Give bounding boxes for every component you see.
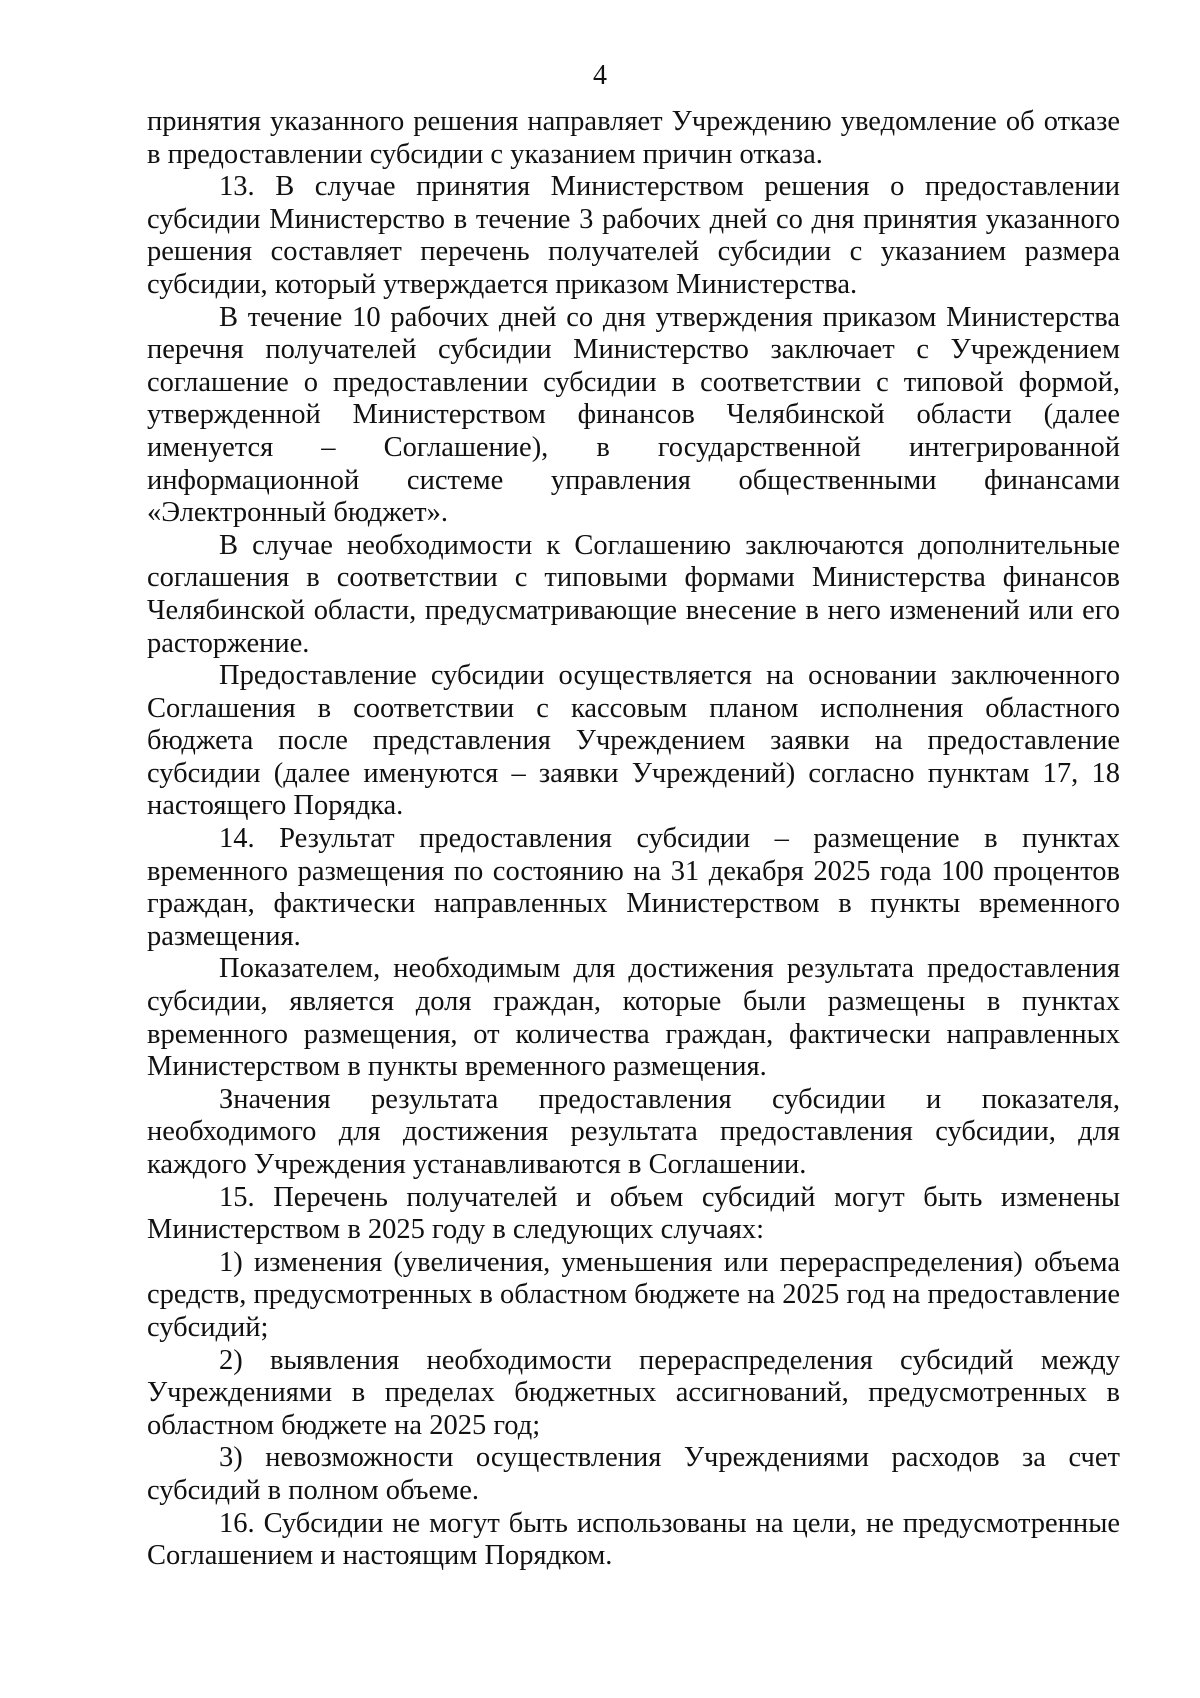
paragraph-item-13: 13. В случае принятия Министерством решения о предоставлении субсидии Министерство в течение 3 рабочих дней со дня принятия указанного решения составляет перечень получателей субсидии с указанием размера субсидии, который утверждается приказом Министерства. — [147, 171, 1120, 300]
page-number: 4 — [593, 60, 607, 91]
paragraph-item-15: 15. Перечень получателей и объем субсидий могут быть изменены Министерством в 2025 году в следующих случаях: — [147, 1181, 1120, 1246]
paragraph-agreement-conclusion: В течение 10 рабочих дней со дня утверждения приказом Министерства перечня получателей субсидии Министерство заключает с Учреждением соглашение о предоставлении субсидии в соответствии с типовой формой, утвержденной Министерством финансов Челябинской области (далее именуется – Соглашение), в государственной интегрированной информационной системе управления общественными финансами «Электронный бюджет». — [147, 301, 1120, 529]
paragraph-item-14: 14. Результат предоставления субсидии – размещение в пунктах временного размещения по состоянию на 31 декабря 2025 года 100 процентов граждан, фактически направленных Министерством в пункты временного размещения. — [147, 823, 1120, 952]
paragraph-indicator-values: Значения результата предоставления субсидии и показателя, необходимого для достижения результата предоставления субсидии, для каждого Учреждения устанавливаются в Соглашении. — [147, 1083, 1120, 1180]
paragraph-subsidy-provision: Предоставление субсидии осуществляется на основании заключенного Соглашения в соответствии с кассовым планом исполнения областного бюджета после представления Учреждением заявки на предоставление субсидии (далее именуются – заявки Учреждений) согласно пунктам 17, 18 настоящего Порядка. — [147, 660, 1120, 822]
paragraph-item-16: 16. Субсидии не могут быть использованы на цели, не предусмотренные Соглашением и настоящим Порядком. — [147, 1507, 1120, 1572]
document-body — [147, 106, 1120, 1573]
paragraph-item-15-case-3: 3) невозможности осуществления Учреждениями расходов за счет субсидий в полном объеме. — [147, 1442, 1120, 1506]
paragraph-item-15-case-2: 2) выявления необходимости перераспределения субсидий между Учреждениями в пределах бюджетных ассигнований, предусмотренных в областном бюджете на 2025 год; — [147, 1344, 1120, 1441]
paragraph-indicator: Показателем, необходимым для достижения результата предоставления субсидии, является доля граждан, которые были размещены в пунктах временного размещения, от количества граждан, фактически направленных Министерством в пункты временного размещения. — [147, 953, 1120, 1083]
paragraph-continuation: принятия указанного решения направляет Учреждению уведомление об отказе в предоставлении субсидии с указанием причин отказа. — [147, 106, 1120, 170]
paragraph-additional-agreements: В случае необходимости к Соглашению заключаются дополнительные соглашения в соответствии с типовыми формами Министерства финансов Челябинской области, предусматривающие внесение в него изменений или его расторжение. — [147, 529, 1120, 659]
paragraph-item-15-case-1: 1) изменения (увеличения, уменьшения или перераспределения) объема средств, предусмотренных в областном бюджете на 2025 год на предоставление субсидий; — [147, 1246, 1120, 1343]
